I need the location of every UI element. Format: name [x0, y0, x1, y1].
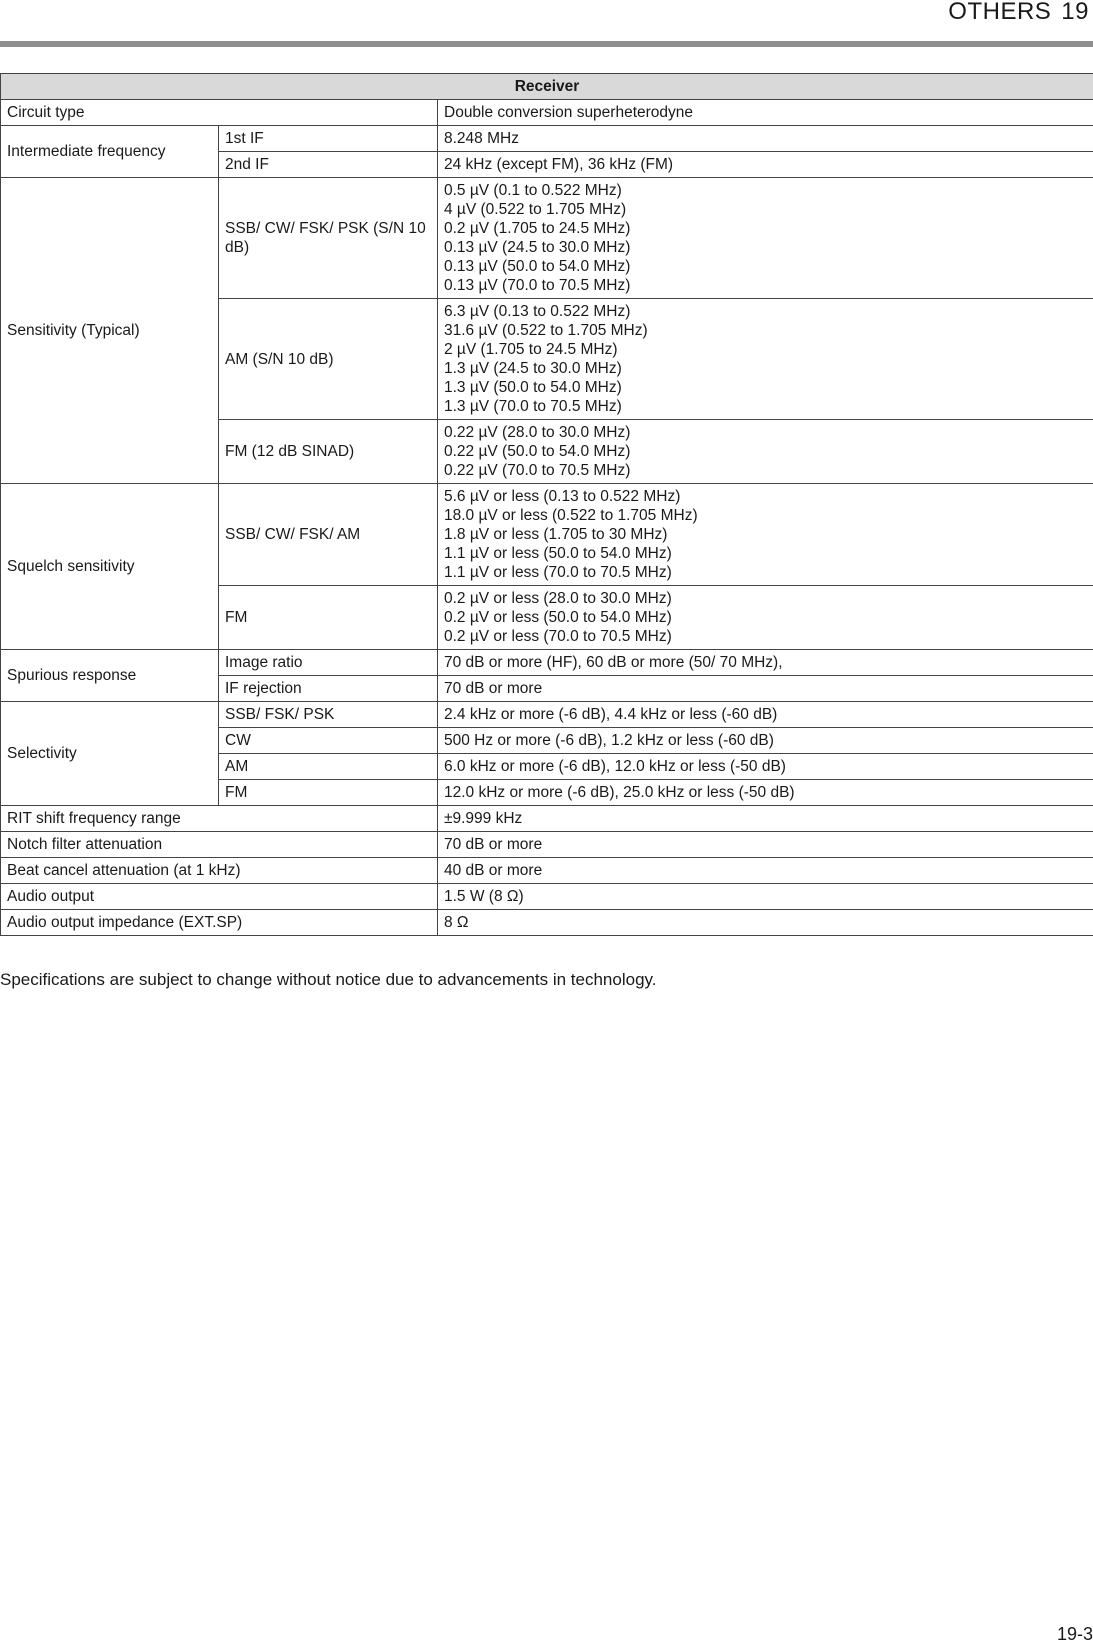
header-rule — [0, 41, 1093, 47]
value-line: 1.8 µV or less (1.705 to 30 MHz) — [444, 526, 668, 543]
table-row — [1, 806, 1093, 832]
value-line: 0.2 µV or less (28.0 to 30.0 MHz) — [444, 590, 672, 607]
value-line: 0.13 µV (50.0 to 54.0 MHz) — [444, 258, 631, 275]
table-row — [1, 910, 1093, 936]
row-value — [438, 484, 1093, 586]
row-value — [438, 178, 1093, 299]
row-label: Notch filter attenuation — [1, 832, 438, 858]
row-value: 6.0 kHz or more (-6 dB), 12.0 kHz or less (-50 dB) — [438, 754, 1093, 780]
row-label: Circuit type — [1, 100, 438, 126]
row-label: Beat cancel attenuation (at 1 kHz) — [1, 858, 438, 884]
row-sublabel: SSB/ CW/ FSK/ PSK (S/N 10 dB) — [219, 178, 438, 299]
page-header — [948, 0, 1089, 24]
footnote: Specifications are subject to change without notice due to advancements in technology. — [0, 970, 657, 989]
value-line: 1.3 µV (70.0 to 70.5 MHz) — [444, 398, 622, 415]
row-label: RIT shift frequency range — [1, 806, 438, 832]
value-line: 5.6 µV or less (0.13 to 0.522 MHz) — [444, 488, 681, 505]
row-value: ±9.999 kHz — [438, 806, 1093, 832]
row-label: Audio output — [1, 884, 438, 910]
value-line: 0.2 µV or less (70.0 to 70.5 MHz) — [444, 628, 672, 645]
value-line: 0.2 µV or less (50.0 to 54.0 MHz) — [444, 609, 672, 626]
row-sublabel: AM (S/N 10 dB) — [219, 299, 438, 420]
value-line: 0.13 µV (24.5 to 30.0 MHz) — [444, 239, 631, 256]
row-sublabel: FM — [219, 586, 438, 650]
row-value: 70 dB or more — [438, 832, 1093, 858]
row-value: 40 dB or more — [438, 858, 1093, 884]
row-value: 500 Hz or more (-6 dB), 1.2 kHz or less (-60 dB) — [438, 728, 1093, 754]
row-label: Selectivity — [1, 702, 219, 806]
row-value — [438, 420, 1093, 484]
row-value: 8 Ω — [438, 910, 1093, 936]
row-sublabel: SSB/ CW/ FSK/ AM — [219, 484, 438, 586]
row-label: Sensitivity (Typical) — [1, 178, 219, 484]
table-row — [1, 884, 1093, 910]
row-value — [438, 586, 1093, 650]
row-sublabel: Image ratio — [219, 650, 438, 676]
row-value: 8.248 MHz — [438, 126, 1093, 152]
table-row — [1, 126, 1093, 152]
table-row — [1, 178, 1093, 299]
table-row — [1, 484, 1093, 586]
receiver-spec-table — [0, 73, 1093, 936]
row-value: 24 kHz (except FM), 36 kHz (FM) — [438, 152, 1093, 178]
row-value: 12.0 kHz or more (-6 dB), 25.0 kHz or less (-50 dB) — [438, 780, 1093, 806]
table-row — [1, 100, 1093, 126]
value-line: 1.1 µV or less (70.0 to 70.5 MHz) — [444, 564, 672, 581]
value-line: 0.13 µV (70.0 to 70.5 MHz) — [444, 277, 631, 294]
value-line: 0.22 µV (28.0 to 30.0 MHz) — [444, 424, 631, 441]
row-sublabel: IF rejection — [219, 676, 438, 702]
row-sublabel: FM (12 dB SINAD) — [219, 420, 438, 484]
value-line: 4 µV (0.522 to 1.705 MHz) — [444, 201, 627, 218]
row-sublabel: 1st IF — [219, 126, 438, 152]
row-label: Intermediate frequency — [1, 126, 219, 178]
table-row — [1, 702, 1093, 728]
section-title: OTHERS — [948, 0, 1052, 25]
chapter-number: 19 — [1061, 0, 1089, 25]
row-label: Squelch sensitivity — [1, 484, 219, 650]
row-sublabel: CW — [219, 728, 438, 754]
row-sublabel: 2nd IF — [219, 152, 438, 178]
value-line: 0.22 µV (70.0 to 70.5 MHz) — [444, 462, 631, 479]
value-line: 2 µV (1.705 to 24.5 MHz) — [444, 341, 618, 358]
value-line: 6.3 µV (0.13 to 0.522 MHz) — [444, 303, 631, 320]
value-line: 0.22 µV (50.0 to 54.0 MHz) — [444, 443, 631, 460]
value-line: 1.3 µV (50.0 to 54.0 MHz) — [444, 379, 622, 396]
value-line: 0.5 µV (0.1 to 0.522 MHz) — [444, 182, 622, 199]
row-value: 70 dB or more (HF), 60 dB or more (50/ 70 MHz), — [438, 650, 1093, 676]
row-value: 1.5 W (8 Ω) — [438, 884, 1093, 910]
row-sublabel: AM — [219, 754, 438, 780]
row-value: 70 dB or more — [438, 676, 1093, 702]
row-sublabel: FM — [219, 780, 438, 806]
value-line: 31.6 µV (0.522 to 1.705 MHz) — [444, 322, 648, 339]
page-number: 19-3 — [1056, 1624, 1093, 1644]
row-value — [438, 299, 1093, 420]
table-row — [1, 858, 1093, 884]
table-row — [1, 650, 1093, 676]
row-label: Spurious response — [1, 650, 219, 702]
table-row — [1, 832, 1093, 858]
value-line: 0.2 µV (1.705 to 24.5 MHz) — [444, 220, 631, 237]
table-title-row — [1, 74, 1093, 100]
row-sublabel: SSB/ FSK/ PSK — [219, 702, 438, 728]
row-label: Audio output impedance (EXT.SP) — [1, 910, 438, 936]
row-value: 2.4 kHz or more (-6 dB), 4.4 kHz or less (-60 dB) — [438, 702, 1093, 728]
value-line: 1.1 µV or less (50.0 to 54.0 MHz) — [444, 545, 672, 562]
value-line: 1.3 µV (24.5 to 30.0 MHz) — [444, 360, 622, 377]
row-value: Double conversion superheterodyne — [438, 100, 1093, 126]
table-title: Receiver — [1, 74, 1093, 100]
value-line: 18.0 µV or less (0.522 to 1.705 MHz) — [444, 507, 698, 524]
